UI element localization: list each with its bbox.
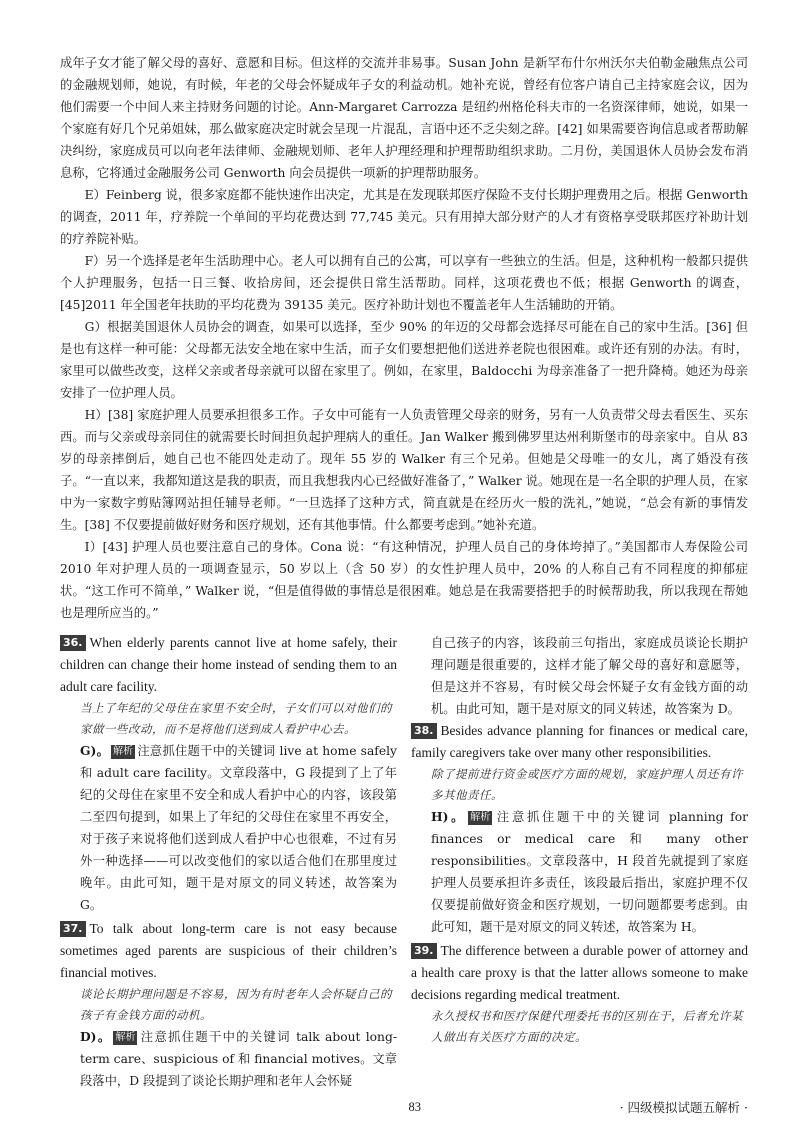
question-translation: 当上了年纪的父母住在家里不安全时，子女们可以对他们的家做一些改动，而不是将他们送到成人看护中心去。 [80,701,392,736]
question-number: 38. [411,723,437,739]
question-statement: Besides advance planning for finances or medical care, family caregivers take over many other responsibilities. [411,723,748,760]
answer-explanation: 注意抓住题干中的关键词 talk about long-term care、suspicious of 和 financial motives。文章段落中，D 段提到了谈论长期护理和老年人会怀疑 [80,1030,397,1088]
question-number: 36. [60,635,86,651]
analysis-tag: 解析 [470,812,491,823]
running-title: · 四级模拟试题五解析 · [619,1100,748,1115]
explanations [60,632,748,1094]
left-column [60,632,397,1094]
question-number: 39. [411,943,437,959]
question-37 [60,918,397,1092]
passage-paragraph-h: H）[38] 家庭护理人员要承担很多工作。子女中可能有一人负责管理父母亲的财务，另有一人负责带父母去看医生、买东西。而与父亲或母亲同住的就需要长时间担负起护理病人的重任。Jan Walker 搬到佛罗里达州利斯堡市的母亲家中。自从 83 岁的母亲摔倒后，她自己也不能四处走动了。现年 55 岁的 Walker 有三个兄弟。但她是父母唯一的女儿，离了婚没有孩子。“一直以来，我都知道这是我的职责，而且我想我内心已经做好准备了，” Walker 说。她现在是一名全职的护理人员，在家中为一家数字剪贴簿网站担任辅导老师。“一旦选择了这种方式，简直就是在经历火一般的洗礼，”她说，“总会有新的事情发生。[38] 不仅要提前做好财务和医疗规划，还有其他事情。什么都要考虑到。”她补充道。 [60,408,748,532]
passage-paragraph-i: I）[43] 护理人员也要注意自己的身体。Cona 说：“有这种情况，护理人员自己的身体垮掉了。”美国都市人寿保险公司 2010 年对护理人员的一项调查显示，50 岁以上（含 50 岁）的女性护理人员中，20% 的人称自己有不同程度的抑郁症状。“这工作可不简单，” Walker 说，“但是值得做的事情总是很困难。她总是在我需要搭把手的时候帮助我，所以我现在帮她也是理所应当的。” [60,540,748,620]
right-column [411,632,748,1094]
passage-paragraph-intro: 成年子女才能了解父母的喜好、意愿和目标。但这样的交流并非易事。Susan John 是新罕布什尔州沃尔夫伯勒金融焦点公司的金融规划师，她说，有时候，年老的父母会怀疑成年子女的利益动机。她补充说，曾经有位客户请自己主持家庭会议，因为他们需要一个中间人来主持财务问题的讨论。Ann-Margaret Carrozza 是纽约州格伦科夫市的一名资深律师，她说，如果一个家庭有好几个兄弟姐妹，那么做家庭决定时就会呈现一片混乱，言语中还不乏尖刻之辞。[42] 如果需要咨询信息或者帮助解决纠纷，家庭成员可以向老年法律师、金融规划师、老年人护理经理和护理帮助组织求助。二月份，美国退休人员协会发布消息称，它将通过金融服务公司 Genworth 向会员提供一项新的护理帮助服务。 [60,56,748,180]
answer-letter: G)。 [80,743,110,758]
question-statement: To talk about long-term care is not easy because sometimes aged parents are suspicious of their children’s financial motives. [60,921,397,980]
question-36 [60,632,397,916]
question-statement: When elderly parents cannot live at home safely, their children can change their home instead of sending them to an adult care facility. [60,635,397,694]
analysis-tag: 解析 [115,1032,136,1043]
passage-paragraph-g: G）根据美国退休人员协会的调查，如果可以选择，至少 90% 的年迈的父母都会选择尽可能在自己的家中生活。[36] 但是也有这样一种可能：父母都无法安全地在家中生活，而子女们要想把他们送进养老院也很困难。或许还有别的办法。有时，家里可以做些改变，这样父亲或者母亲就可以留在家里了。例如，在家里，Baldocchi 为母亲准备了一把升降椅。她还为母亲安排了一位护理人员。 [60,320,748,400]
answer-explanation-continued: 自己孩子的内容，该段前三句指出，家庭成员谈论长期护理问题是很重要的，这样才能了解父母的喜好和意愿等，但是这并不容易，有时候父母会怀疑子女有金钱方面的动机。由此可知，题干是对原文的同义转述，故答案为 D。 [431,636,748,716]
answer-explanation: 注意抓住题干中的关键词 planning for finances or medical care 和 many other responsibilities。文章段落中，H 段首先就提到了家庭护理人员要承担许多责任，该段最后指出，家庭护理不仅仅要提前做好资金和医疗规划，一切问题都要考虑到。由此可知，题干是对原文的同义转述，故答案为 H。 [431,810,749,934]
answer-explanation: 注意抓住题干中的关键词 live at home safely 和 adult care facility。文章段落中，G 段提到了上了年纪的父母住在家里不安全和成人看护中心的内容，该段第二至四句提到，如果上了年纪的父母住在家里不再安全，对于孩子来说将他们送到成人看护中心也很难，不过有另外一种选择——可以改变他们的家以适合他们在那里度过晚年。由此可知，题干是对原文的同义转述，故答案为 G。 [80,744,397,912]
question-number: 37. [60,921,86,937]
passage [60,52,748,624]
answer-letter: D)。 [80,1029,112,1044]
question-39 [411,940,748,1048]
question-statement: The difference between a durable power of attorney and a health care proxy is that the latter allows someone to make decisions regarding medical treatment. [411,943,748,1002]
page-footer [60,1098,748,1116]
answer-letter: H)。 [431,809,467,824]
passage-paragraph-f: F）另一个选择是老年生活助理中心。老人可以拥有自己的公寓，可以享有一些独立的生活。但是，这种机构一般都只提供个人护理服务，包括一日三餐、收拾房间，还会提供日常生活帮助。同样，这项花费也不低；根据 Genworth 的调查，[45]2011 年全国老年扶助的平均花费为 39135 美元。医疗补助计划也不覆盖老年人生活辅助的开销。 [60,254,748,312]
question-translation: 永久授权书和医疗保健代理委托书的区别在于，后者允许某人做出有关医疗方面的决定。 [431,1009,743,1044]
analysis-tag: 解析 [113,746,134,757]
question-translation: 除了提前进行资金或医疗方面的规划，家庭护理人员还有许多其他责任。 [431,767,743,802]
page-number: 83 [408,1099,422,1114]
question-translation: 谈论长期护理问题是不容易，因为有时老年人会怀疑自己的孩子有金钱方面的动机。 [80,987,392,1022]
passage-paragraph-e: E）Feinberg 说，很多家庭都不能快速作出决定，尤其是在发现联邦医疗保险不支付长期护理费用之后。根据 Genworth 的调查，2011 年，疗养院一个单间的平均花费达到 77,745 美元。只有用掉大部分财产的人才有资格享受联邦医疗补助计划的疗养院补贴。 [60,188,748,246]
question-38 [411,720,748,938]
